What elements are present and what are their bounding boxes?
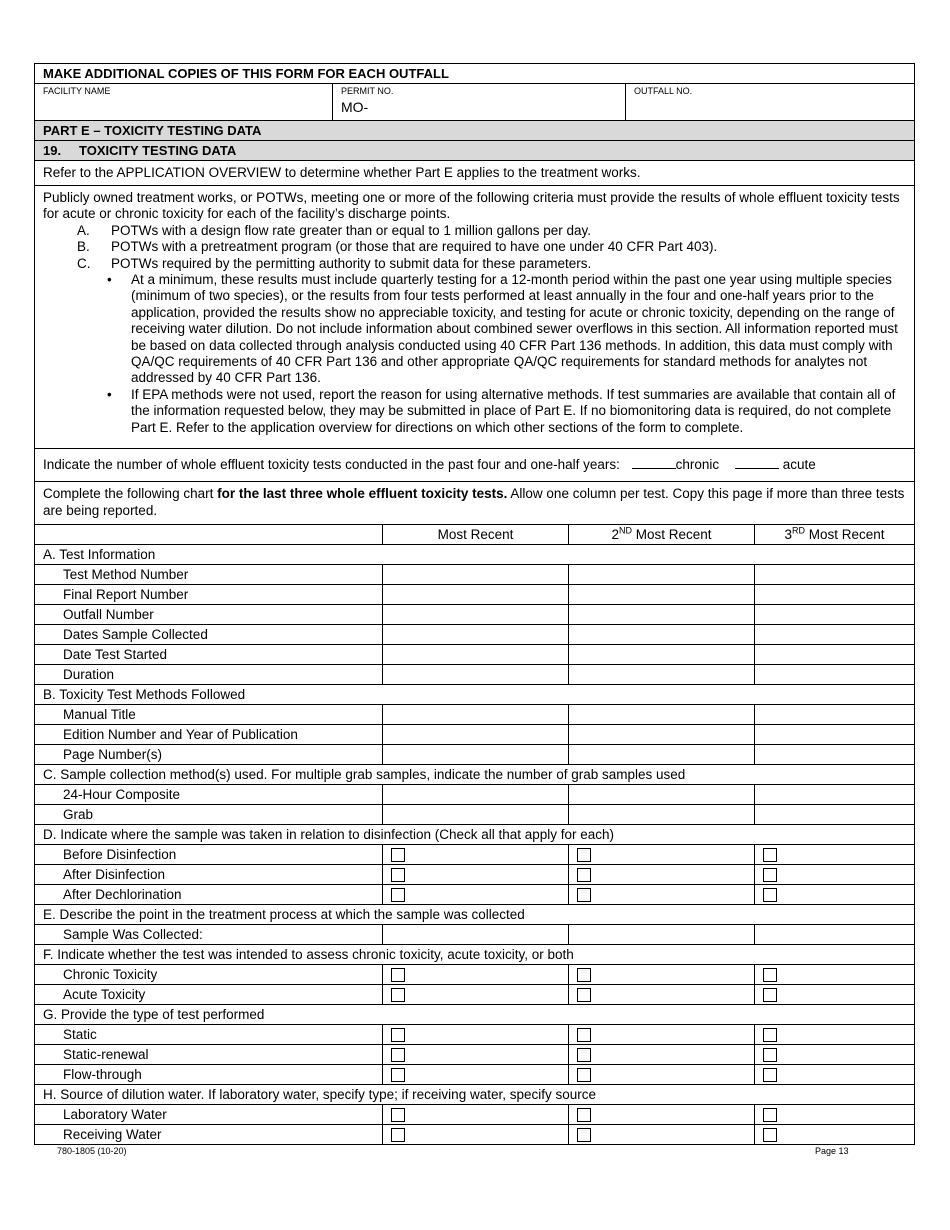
checkbox[interactable] [391, 848, 405, 862]
checkbox[interactable] [391, 868, 405, 882]
checkbox-cell[interactable] [755, 1064, 915, 1084]
checkbox-cell[interactable] [569, 1044, 755, 1064]
table-row [35, 884, 914, 904]
row-label: Static [35, 1024, 383, 1044]
table-row [35, 924, 914, 944]
col-2nd-most-recent: 2ND Most Recent [569, 524, 755, 544]
row-label: Page Number(s) [35, 744, 383, 764]
table-row [35, 624, 914, 644]
checkbox[interactable] [577, 868, 591, 882]
entry-field[interactable] [569, 564, 755, 584]
checkbox[interactable] [763, 1108, 777, 1122]
entry-field[interactable] [755, 704, 915, 724]
checkbox[interactable] [391, 968, 405, 982]
blank-header [35, 524, 383, 544]
checkbox[interactable] [763, 848, 777, 862]
section-header-row [35, 544, 914, 564]
permit-no-cell[interactable] [332, 84, 625, 120]
chronic-label: chronic [675, 457, 720, 473]
checkbox-cell[interactable] [569, 864, 755, 884]
checkbox-cell[interactable] [569, 1064, 755, 1084]
entry-field[interactable] [383, 604, 569, 624]
bullet-icon: • [107, 386, 112, 402]
row-label: Edition Number and Year of Publication [35, 724, 383, 744]
col-3rd-most-recent: 3RD Most Recent [755, 524, 915, 544]
row-label: Chronic Toxicity [35, 964, 383, 984]
entry-field[interactable] [569, 704, 755, 724]
checkbox[interactable] [763, 868, 777, 882]
chart-instructions-bold: for the last three whole effluent toxicity tests. [217, 486, 508, 502]
checkbox[interactable] [577, 1068, 591, 1082]
requirement-text: At a minimum, these results must include quarterly testing for a 12-month period within the past one year using multiple species (minimum of two species), or the results from four tests performed at least annually in the four and one-half years prior to the application, provided the results show no appreciable toxicity, and testing for acute or chronic toxicity, depending on the range of receiving water dilution. Do not include information about combined sewer overflows in this section. All information reported must be based on data collected through analysis conducted using 40 CFR Part 136 methods. In addition, this data must comply with QA/QC requirements of 40 CFR Part 136 and other appropriate QA/QC requirements for standard methods for analytes not addressed by 40 CFR Part 136. [131, 272, 898, 386]
checkbox-cell[interactable] [383, 884, 569, 904]
section-heading: E. Describe the point in the treatment process at which the sample was collected [35, 904, 914, 924]
outfall-no-label: OUTFALL NO. [634, 86, 693, 96]
table-row [35, 1024, 914, 1044]
chart-instructions-tail: Allow one column per test. Copy this page if more than three tests are being reported. [43, 486, 905, 518]
checkbox-cell[interactable] [569, 964, 755, 984]
column-header-row [35, 524, 914, 544]
table-row [35, 1064, 914, 1084]
section-header-row [35, 1004, 914, 1024]
table-row [35, 984, 914, 1004]
acute-count-field[interactable] [735, 456, 779, 469]
instructions [35, 185, 914, 448]
entry-field[interactable] [755, 924, 915, 944]
section-heading: C. Sample collection method(s) used. For multiple grab samples, indicate the number of grab samples used [35, 764, 914, 784]
outfall-no-cell[interactable] [625, 84, 914, 120]
checkbox[interactable] [763, 968, 777, 982]
entry-field[interactable] [383, 664, 569, 684]
checkbox-cell[interactable] [383, 1064, 569, 1084]
criteria-text: POTWs with a pretreatment program (or those that are required to have one under 40 CFR Part 403). [111, 239, 718, 255]
criteria-text: POTWs required by the permitting authority to submit data for these parameters. [111, 255, 592, 271]
checkbox[interactable] [577, 888, 591, 902]
row-label: Receiving Water [35, 1124, 383, 1144]
table-row [35, 604, 914, 624]
criteria-list [43, 223, 906, 272]
entry-field[interactable] [383, 584, 569, 604]
checkbox[interactable] [577, 1028, 591, 1042]
criteria-text: POTWs with a design flow rate greater than or equal to 1 million gallons per day. [111, 222, 591, 238]
table-row [35, 1044, 914, 1064]
section-header-row [35, 944, 914, 964]
checkbox[interactable] [763, 1128, 777, 1142]
refer-note: Refer to the APPLICATION OVERVIEW to determine whether Part E applies to the treatment works. [35, 160, 914, 185]
form-id: 780-1805 (10-20) [57, 1146, 127, 1156]
chart-instructions [35, 481, 914, 524]
table-row [35, 964, 914, 984]
test-count-row [35, 448, 914, 481]
row-label: Before Disinfection [35, 844, 383, 864]
checkbox-cell[interactable] [755, 984, 915, 1004]
checkbox[interactable] [391, 1068, 405, 1082]
section-header-row [35, 904, 914, 924]
row-label: Static-renewal [35, 1044, 383, 1064]
intro-text: Publicly owned treatment works, or POTWs, meeting one or more of the following criteria must provide the results of whole effluent toxicity tests for acute or chronic toxicity for each of the facility’s discharge points. [43, 190, 900, 222]
row-label: Sample Was Collected: [35, 924, 383, 944]
section-header-row [35, 1084, 914, 1104]
checkbox[interactable] [391, 1108, 405, 1122]
entry-field[interactable] [383, 644, 569, 664]
entry-field[interactable] [569, 644, 755, 664]
entry-field[interactable] [569, 604, 755, 624]
checkbox-cell[interactable] [755, 964, 915, 984]
checkbox[interactable] [577, 1108, 591, 1122]
checkbox[interactable] [391, 1048, 405, 1062]
row-label: Flow-through [35, 1064, 383, 1084]
checkbox[interactable] [391, 1028, 405, 1042]
toxicity-data-table [35, 524, 914, 1144]
checkbox[interactable] [577, 1048, 591, 1062]
checkbox-cell[interactable] [569, 1024, 755, 1044]
section-heading: H. Source of dilution water. If laboratory water, specify type; if receiving water, specify source [35, 1084, 914, 1104]
checkbox[interactable] [391, 1128, 405, 1142]
entry-field[interactable] [755, 664, 915, 684]
row-label: Outfall Number [35, 604, 383, 624]
table-row [35, 644, 914, 664]
section-header-row [35, 764, 914, 784]
checkbox-cell[interactable] [755, 1024, 915, 1044]
criteria-item [43, 223, 906, 239]
entry-field[interactable] [569, 744, 755, 764]
row-label: Dates Sample Collected [35, 624, 383, 644]
facility-info-row [35, 83, 914, 120]
criteria-letter: C. [77, 255, 91, 271]
checkbox-cell[interactable] [755, 864, 915, 884]
section-heading: A. Test Information [35, 544, 914, 564]
table-row [35, 744, 914, 764]
row-label: 24-Hour Composite [35, 784, 383, 804]
section-heading: B. Toxicity Test Methods Followed [35, 684, 914, 704]
facility-name-label: FACILITY NAME [43, 86, 111, 96]
requirements-list [43, 272, 906, 436]
chart-instructions-text: Complete the following chart [43, 486, 218, 502]
checkbox-cell[interactable] [383, 1024, 569, 1044]
entry-field[interactable] [755, 564, 915, 584]
acute-label: acute [782, 457, 816, 473]
section-title [35, 140, 914, 160]
checkbox[interactable] [763, 1028, 777, 1042]
checkbox[interactable] [391, 888, 405, 902]
table-row [35, 864, 914, 884]
row-label: Test Method Number [35, 564, 383, 584]
criteria-letter: B. [77, 239, 90, 255]
permit-no-field[interactable]: MO- [341, 99, 369, 115]
col-most-recent: Most Recent [383, 524, 569, 544]
criteria-letter: A. [77, 222, 90, 238]
checkbox-cell[interactable] [755, 1044, 915, 1064]
table-row [35, 664, 914, 684]
entry-field[interactable] [569, 804, 755, 824]
chronic-count-field[interactable] [632, 456, 676, 469]
table-row [35, 1104, 914, 1124]
criteria-item [43, 239, 906, 255]
table-row [35, 844, 914, 864]
entry-field[interactable] [569, 584, 755, 604]
requirement-item [43, 272, 906, 387]
section-header-row [35, 824, 914, 844]
entry-field[interactable] [755, 644, 915, 664]
row-label: Date Test Started [35, 644, 383, 664]
entry-field[interactable] [383, 784, 569, 804]
checkbox-cell[interactable] [569, 1124, 755, 1144]
table-row [35, 564, 914, 584]
entry-field[interactable] [383, 744, 569, 764]
entry-field[interactable] [755, 724, 915, 744]
row-label: Manual Title [35, 704, 383, 724]
entry-field[interactable] [755, 604, 915, 624]
checkbox[interactable] [763, 1068, 777, 1082]
table-row [35, 784, 914, 804]
toxicity-form [34, 63, 915, 1145]
row-label: Laboratory Water [35, 1104, 383, 1124]
checkbox-cell[interactable] [755, 1124, 915, 1144]
row-label: Acute Toxicity [35, 984, 383, 1004]
section-number: 19. [43, 143, 62, 158]
row-label: After Disinfection [35, 864, 383, 884]
entry-field[interactable] [569, 924, 755, 944]
checkbox-cell[interactable] [383, 984, 569, 1004]
entry-field[interactable] [383, 624, 569, 644]
checkbox[interactable] [577, 1128, 591, 1142]
test-count-question: Indicate the number of whole effluent toxicity tests conducted in the past four and one-half years: [43, 457, 620, 473]
section-name: TOXICITY TESTING DATA [79, 143, 237, 158]
section-heading: F. Indicate whether the test was intended to assess chronic toxicity, acute toxicity, or both [35, 944, 914, 964]
checkbox-cell[interactable] [569, 1104, 755, 1124]
table-row [35, 804, 914, 824]
table-row [35, 704, 914, 724]
page-number: Page 13 [815, 1146, 849, 1156]
entry-field[interactable] [755, 624, 915, 644]
checkbox-cell[interactable] [569, 844, 755, 864]
entry-field[interactable] [755, 584, 915, 604]
requirement-item [43, 387, 906, 436]
section-heading: G. Provide the type of test performed [35, 1004, 914, 1024]
row-label: Grab [35, 804, 383, 824]
entry-field[interactable] [569, 724, 755, 744]
entry-field[interactable] [383, 804, 569, 824]
requirement-text: If EPA methods were not used, report the reason for using alternative methods. If test summaries are available that contain all of the information requested below, they may be submitted in place of Part E. If no biomonitoring data is required, do not complete Part E. Refer to the application overview for directions on which other sections of the form to complete. [131, 386, 896, 435]
form-title: MAKE ADDITIONAL COPIES OF THIS FORM FOR EACH OUTFALL [43, 66, 449, 81]
entry-field[interactable] [383, 924, 569, 944]
entry-field[interactable] [755, 744, 915, 764]
checkbox-cell[interactable] [383, 844, 569, 864]
section-header-row [35, 684, 914, 704]
checkbox-cell[interactable] [755, 844, 915, 864]
entry-field[interactable] [755, 784, 915, 804]
row-label: Final Report Number [35, 584, 383, 604]
table-row [35, 1124, 914, 1144]
entry-field[interactable] [569, 624, 755, 644]
table-row [35, 584, 914, 604]
checkbox-cell[interactable] [383, 1044, 569, 1064]
checkbox[interactable] [391, 988, 405, 1002]
checkbox-cell[interactable] [383, 964, 569, 984]
entry-field[interactable] [383, 704, 569, 724]
checkbox-cell[interactable] [383, 864, 569, 884]
checkbox-cell[interactable] [569, 984, 755, 1004]
checkbox[interactable] [763, 1048, 777, 1062]
checkbox[interactable] [763, 888, 777, 902]
facility-name-cell[interactable] [35, 84, 332, 120]
checkbox[interactable] [577, 968, 591, 982]
bullet-icon: • [107, 272, 112, 288]
row-label: After Dechlorination [35, 884, 383, 904]
checkbox-cell[interactable] [383, 1104, 569, 1124]
checkbox[interactable] [577, 988, 591, 1002]
entry-field[interactable] [383, 724, 569, 744]
criteria-item [43, 256, 906, 272]
checkbox-cell[interactable] [755, 1104, 915, 1124]
checkbox[interactable] [763, 988, 777, 1002]
checkbox-cell[interactable] [383, 1124, 569, 1144]
entry-field[interactable] [569, 784, 755, 804]
entry-field[interactable] [569, 664, 755, 684]
permit-no-label: PERMIT NO. [341, 86, 394, 96]
table-row [35, 724, 914, 744]
section-heading: D. Indicate where the sample was taken in relation to disinfection (Check all that apply for each) [35, 824, 914, 844]
entry-field[interactable] [383, 564, 569, 584]
checkbox-cell[interactable] [755, 884, 915, 904]
entry-field[interactable] [755, 804, 915, 824]
part-title: PART E – TOXICITY TESTING DATA [35, 120, 914, 140]
checkbox-cell[interactable] [569, 884, 755, 904]
checkbox[interactable] [577, 848, 591, 862]
row-label: Duration [35, 664, 383, 684]
